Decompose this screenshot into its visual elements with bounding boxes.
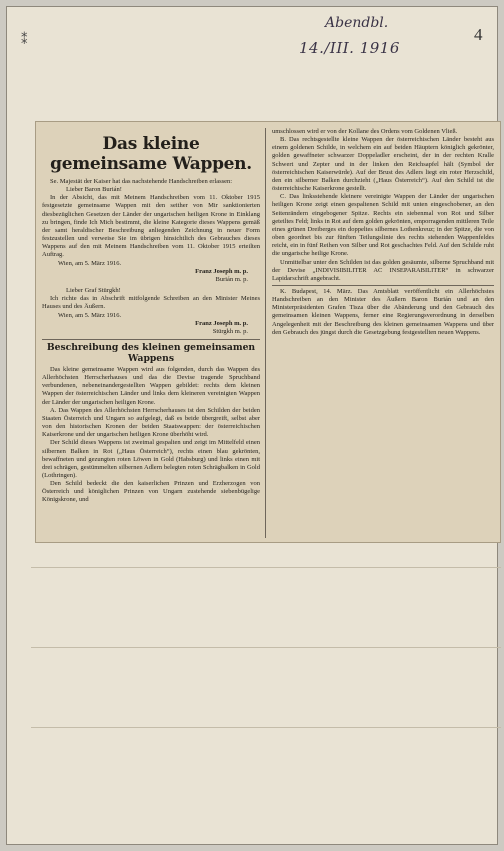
paragraph: B. Das rechtsgestellte kleine Wappen der österreichischen Länder besteht aus einem goldenen Schilde, in welchem ein auf beiden Häuptern königlich gekrönter, golden gewaffneter schwarzer Doppeladler erscheint, der in der rechten Kralle Schwert und Zepter und in der linken den Reichsapfel hält (Symbol der österreichischen Kaiserwürde). Auf der Brust des Adlers liegt ein roter Herzschild, den ein silberner Balken durchzieht („Haus Österreich“). Auf den Schild ist die österreichische Kaiserkrone gestellt. (272, 136, 494, 193)
paragraph: umschlossen wird er von der Kollane des Ordens vom Goldenen Vließ. (272, 128, 458, 135)
signature: Franz Joseph m. p. (195, 267, 248, 275)
paper-fold (31, 567, 501, 568)
paragraph: C. Das linksstehende kleinere vereinigte Wappen der Länder der ungarischen heiligen Krone zeigt einen gespaltenen Schild mit unten eingeschobener, an den Seitenrändern eingebogener Spitze. Rechts ein siebenmal von Rot und Silber geteiltes Feld; links in Rot auf dem golden gekrönten, emporragenden mittleren Teile eines grünen Dreiberges ein doppeltes silbernes Lothenkreuz; in der Spitze, die von oben geordnet bis zur fünften Teilungslinie des rechts stehenden Wappenfeldes reicht, ein in fünf Reihen von Silber und Rot geschachtes Feld. Auf den Schilde ruht die ungarische heilige Krone. (272, 193, 494, 258)
signature: Franz Joseph m. p. (195, 319, 248, 327)
column-divider (265, 128, 266, 538)
paragraph: Unmittelbar unter den Schilden ist das golden gesäumte, silberne Spruchband mit der Devise „INDIVISIBILITER AC INSEPARABILITER“ in schwarzer Lapidarschrift angebracht. (272, 258, 494, 282)
newspaper-clipping (35, 121, 501, 543)
date-line: Wien, am 5. März 1916. (58, 259, 122, 267)
signature: Stürgkh m. p. (212, 327, 248, 335)
paragraph: K. Budapest, 14. März. Das Amtsblatt veröffentlicht ein Allerhöchstes Handschreiben an den Minister des Äußern Baron Burián und an den Ministerpräsidenten Grafen Tisza über die Abänderung und den Gebrauch des gemeinsamen kleinen Wappens, ferner eine Regierungsverordnung in derselben Angelegenheit mit der Beschreibung des kleinen gemeinsamen Wappens und über den Gebrauch des jüngst durch die Gesetzgebung festgestellten neuen Wappens. (272, 287, 494, 336)
paragraph: Das kleine gemeinsame Wappen wird aus folgenden, durch das Wappen des Allerhöchsten Herrscherhauses und das die Devise tragende Spruchband verbundenen, nebeneinandergestellten Wappen gebildet: rechts dem kleinen Wappen der österreichischen Länder und links dem kleineren vereinigten Wappen der Länder der ungarischen heiligen Krone. (42, 365, 260, 406)
section-subtitle: Beschreibung des kleinen gemeinsamen Wappens (42, 339, 260, 364)
paragraph: In der Absicht, das mit Meinem Handschreiben vom 11. Oktober 1915 festgesetzte gemeinsame Wappen mit den seither von Mir sanktionierten diesbezüglichen Gesetzen der Länder der ungarischen heiligen Krone in Einklang zu bringen, finde Ich Mich bestimmt, die kleine Kategorie dieses Wappens gemäß der samt heraldischer Beschreibung anliegenden Zeichnung in neuer Form festzustellen und verweise Sie im übrigen hinsichtlich des Gebrauches dieses Wappens auf den mit Meinem Handschreiben vom 11. Oktober 1915 erteilten Auftrag. (42, 194, 260, 259)
handwritten-note: Abendbl. (325, 15, 389, 31)
paper-fold (31, 647, 501, 648)
greeting: Lieber Graf Stürgkh! (66, 287, 121, 295)
handwritten-date: 14./III. 1916 (299, 39, 400, 57)
page-number: 4 (474, 25, 483, 44)
paper-fold (31, 727, 501, 728)
paragraph: Der Schild dieses Wappens ist zweimal gespalten und zeigt im Mittelfeld einen silbernen Balken in Rot („Haus Österreich“), rechts einen blau gekrönten, bewaffneten und gezungten roten Löwen in Gold (Habsburg) und links einen mit drei schrägen, gestümmelten silbernen Adlern belegten roten Schrägbalken in Gold (Lothringen). (42, 439, 260, 479)
signature: Burián m. p. (215, 275, 248, 283)
paragraph: A. Das Wappen des Allerhöchsten Herrscherhauses ist den Schilden der beiden Staaten Österreich und Ungarn so aufgelegt, daß es beide übergreift, selbst aber von den historischen Kronen der beiden Staatswappen: der österreichischen Kaiserkrone und der ungarischen heiligen Krone überhöht wird. (42, 406, 260, 439)
column-left (42, 128, 260, 538)
paragraph: Den Schild bedeckt die den kaiserlichen Prinzen und Erzherzogen von Österreich und königlichen Prinzen von Ungarn zustehende siebenbügelige Königskrone, und (42, 480, 260, 504)
corner-mark: ⁑ (21, 33, 28, 48)
paragraph: Ich richte das in Abschrift mitfolgende Schreiben an den Minister Meines Hauses und des Äußern. (42, 295, 260, 311)
date-line: Wien, am 5. März 1916. (58, 311, 122, 319)
paragraph: Se. Majestät der Kaiser hat das nachstehende Handschreiben erlassen: (50, 178, 233, 185)
column-right (272, 128, 494, 538)
article-title: Das kleine gemeinsame Wappen. (50, 134, 252, 174)
greeting: Lieber Baron Burián! (66, 186, 122, 194)
archive-sheet (6, 6, 498, 845)
